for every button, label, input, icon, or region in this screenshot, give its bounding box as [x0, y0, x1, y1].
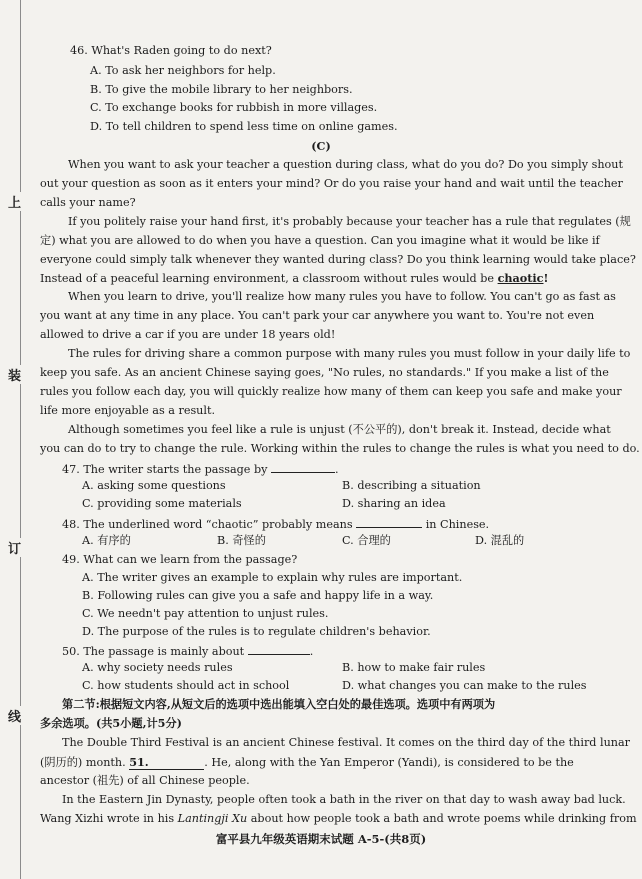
q46-stem: 46. What's Raden going to do next?	[70, 44, 272, 57]
book-title: Lantingji Xu	[177, 812, 248, 825]
margin-char-shang: 上	[8, 192, 21, 211]
passage-line: Although sometimes you feel like a rule is unjust (不公平的), don't break it. Instead, decide what	[68, 423, 611, 436]
passage-line: allowed to drive a car if you are under 18 years old!	[40, 328, 336, 341]
margin-char-ding: 订	[8, 538, 21, 557]
q47-answer-blank[interactable]	[271, 461, 335, 473]
passage-c-heading: (C)	[311, 139, 331, 153]
festival-text-cont: about how people took a bath and wrote poems while drinking from	[250, 812, 637, 825]
festival-line-blank	[40, 755, 574, 770]
q48-option-b: B. 奇怪的	[217, 534, 266, 547]
passage-line: everyone could simply talk whenever they wanted during class? Do you think learning would take place?	[40, 253, 636, 266]
q49-option-c: C. We needn't pay attention to unjust rules.	[82, 607, 329, 620]
margin-char-zhuang: 装	[8, 365, 21, 384]
q49-stem: 49. What can we learn from the passage?	[62, 553, 298, 566]
part2-instruction: 第二节:根据短文内容,从短文后的选项中选出能填入空白处的最佳选项。选项中有两项为	[62, 697, 496, 711]
blank-51[interactable]	[129, 755, 204, 770]
passage-line-chaotic	[40, 271, 548, 286]
q48-stem	[62, 516, 489, 532]
q50-option-d: D. what changes you can make to the rules	[342, 679, 587, 692]
q48-option-d: D. 混乱的	[475, 534, 525, 547]
q46-option-a: A. To ask her neighbors for help.	[90, 64, 276, 77]
passage-line: The rules for driving share a common purpose with many rules you must follow in your daily life to	[68, 347, 631, 360]
exclamation: !	[543, 271, 549, 285]
festival-text-cont: . He, along with the Yan Emperor (Yandi), is considered to be the	[204, 756, 574, 769]
q50-option-c: C. how students should act in school	[82, 679, 290, 692]
passage-line: you can do to try to change the rule. Working within the rules to change the rules is what you need to do.	[40, 442, 640, 455]
q48-stem-tail: in Chinese.	[425, 518, 490, 531]
passage-line: 定) what you are allowed to do when you have a question. Can you imagine what it would be like if	[40, 234, 600, 247]
passage-line: keep you safe. As an ancient Chinese saying goes, "No rules, no standards." If you make a list of the	[40, 366, 609, 379]
q47-period: .	[335, 463, 339, 476]
q50-stem	[62, 643, 313, 659]
passage-line: out your question as soon as it enters your mind? Or do you raise your hand and wait until the teacher	[40, 177, 623, 190]
q47-option-b: B. describing a situation	[342, 479, 481, 492]
q49-option-a: A. The writer gives an example to explain why rules are important.	[82, 571, 463, 584]
festival-line: ancestor (祖先) of all Chinese people.	[40, 774, 250, 787]
q50-option-b: B. how to make fair rules	[342, 661, 486, 674]
festival-line: The Double Third Festival is an ancient Chinese festival. It comes on the third day of the third lunar	[62, 736, 631, 749]
q48-option-c: C. 合理的	[342, 534, 391, 547]
passage-line: When you learn to drive, you'll realize how many rules you have to follow. You can't go as fast as	[68, 290, 616, 303]
blank-51-number: 51.	[129, 755, 149, 769]
q50-period: .	[309, 645, 314, 658]
chaotic-underlined-word: chaotic	[497, 271, 544, 285]
festival-line-italic	[40, 812, 637, 826]
q47-option-a: A. asking some questions	[82, 479, 226, 492]
festival-text: (阴历的) month.	[40, 756, 126, 769]
q47-stem	[62, 461, 339, 477]
q46-option-d: D. To tell children to spend less time on online games.	[90, 120, 398, 133]
festival-text: Wang Xizhi wrote in his	[40, 812, 175, 825]
q49-option-b: B. Following rules can give you a safe and happy life in a way.	[82, 589, 434, 602]
q47-stem-text: 47. The writer starts the passage by	[62, 463, 268, 476]
q50-stem-text: 50. The passage is mainly about	[62, 645, 245, 658]
passage-line: you want at any time in any place. You can't park your car anywhere you want to. You're not even	[40, 309, 595, 322]
passage-line: life more enjoyable as a result.	[40, 404, 216, 417]
q48-option-a: A. 有序的	[82, 534, 131, 547]
q47-option-c: C. providing some materials	[82, 497, 242, 510]
q48-answer-blank[interactable]	[356, 516, 422, 528]
passage-line: rules you follow each day, you will quickly realize how many of them can keep you safe and make your	[40, 385, 622, 398]
margin-char-xian: 线	[8, 706, 21, 725]
festival-line: In the Eastern Jin Dynasty, people often took a bath in the river on that day to wash away bad luck.	[62, 793, 626, 806]
part2-instruction-cont: 多余选项。(共5小题,计5分)	[40, 716, 182, 730]
passage-line: If you politely raise your hand first, it's probably because your teacher has a rule that regulates (规	[68, 215, 631, 228]
passage-line: calls your name?	[40, 196, 136, 209]
binding-margin-line	[20, 0, 21, 879]
q50-option-a: A. why society needs rules	[82, 661, 233, 674]
passage-text: Instead of a peaceful learning environment, a classroom without rules would be	[40, 272, 495, 285]
q46-option-b: B. To give the mobile library to her neighbors.	[90, 83, 353, 96]
q46-option-c: C. To exchange books for rubbish in more villages.	[90, 101, 378, 114]
page-footer: 富平县九年级英语期末试题 A-5-(共8页)	[215, 832, 427, 846]
q49-option-d: D. The purpose of the rules is to regulate children's behavior.	[82, 625, 431, 638]
passage-line: When you want to ask your teacher a question during class, what do you do? Do you simply shout	[68, 158, 623, 171]
q50-answer-blank[interactable]	[248, 643, 310, 655]
q47-option-d: D. sharing an idea	[342, 497, 446, 510]
q48-stem-text: 48. The underlined word “chaotic” probably means	[62, 518, 353, 531]
